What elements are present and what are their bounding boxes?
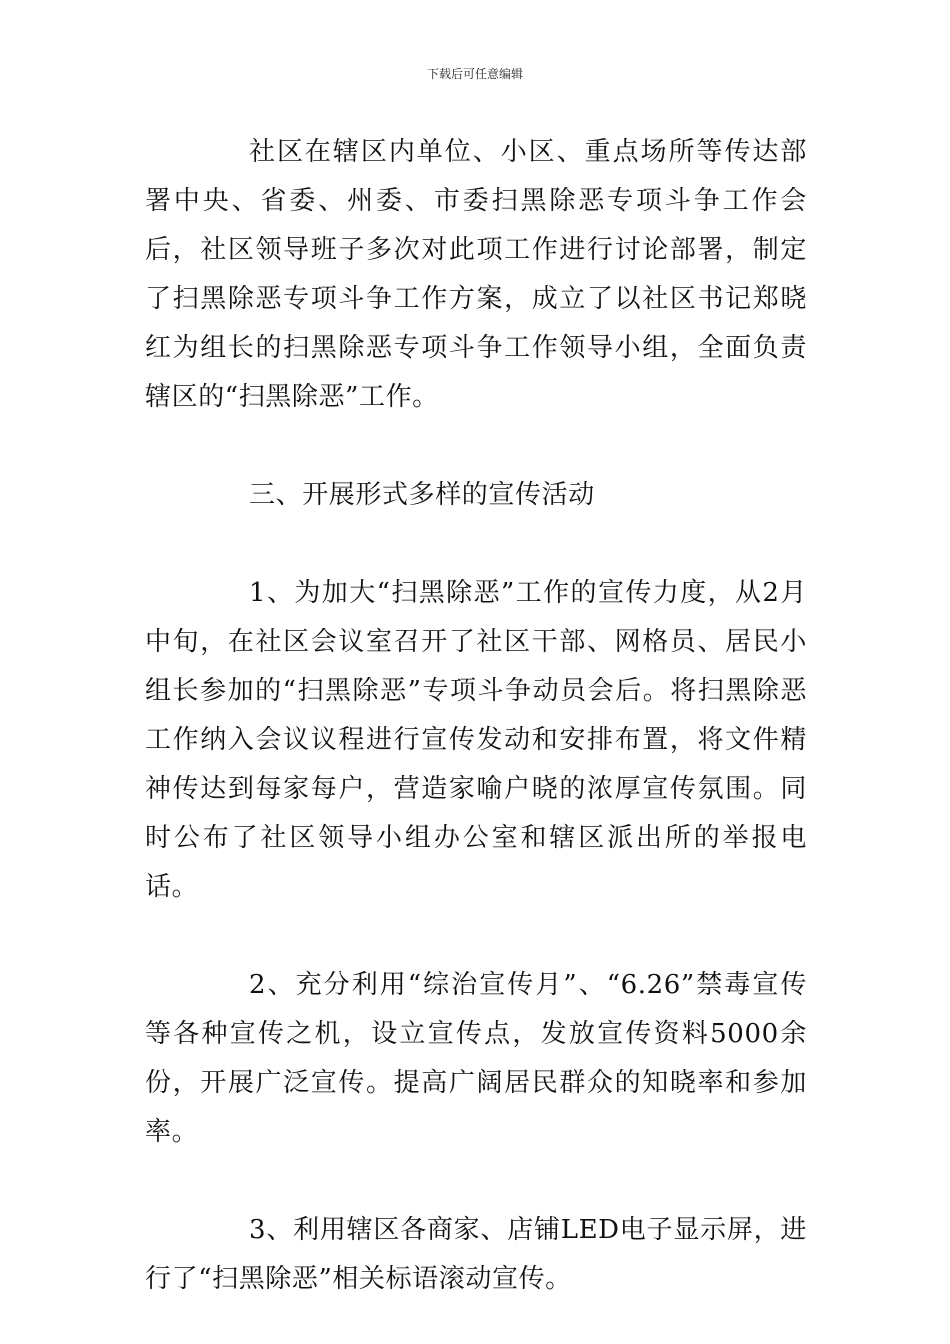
paragraph-item-2: 2、充分利用“综治宣传月”、“6.26”禁毒宣传等各种宣传之机，设立宣传点，发放宣传资料5000余份，开展广泛宣传。提高广阔居民群众的知晓率和参加率。 xyxy=(145,970,807,1147)
paragraph-organization: 社区在辖区内单位、小区、重点场所等传达部署中央、省委、州委、市委扫黑除恶专项斗争工作会后，社区领导班子多次对此项工作进行讨论部署，制定了扫黑除恶专项斗争工作方案，成立了以社区书记郑晓红为组长的扫黑除恶专项斗争工作领导小组，全面负责辖区的“扫黑除恶”工作。 xyxy=(145,137,807,412)
page-header-note: 下载后可任意编辑 xyxy=(426,67,523,81)
paragraph-item-1: 1、为加大“扫黑除恶”工作的宣传力度，从2月中旬，在社区会议室召开了社区干部、网格员、居民小组长参加的“扫黑除恶”专项斗争动员会后。将扫黑除恶工作纳入会议议程进行宣传发动和安排布置，将文件精神传达到每家每户，营造家喻户晓的浓厚宣传氛围。同时公布了社区领导小组办公室和辖区派出所的举报电话。 xyxy=(145,578,807,902)
document-body xyxy=(145,128,807,1304)
section-heading-publicity: 三、开展形式多样的宣传活动 xyxy=(249,480,595,510)
paragraph-item-3: 3、利用辖区各商家、店铺LED电子显示屏，进行了“扫黑除恶”相关标语滚动宣传。 xyxy=(145,1215,807,1294)
